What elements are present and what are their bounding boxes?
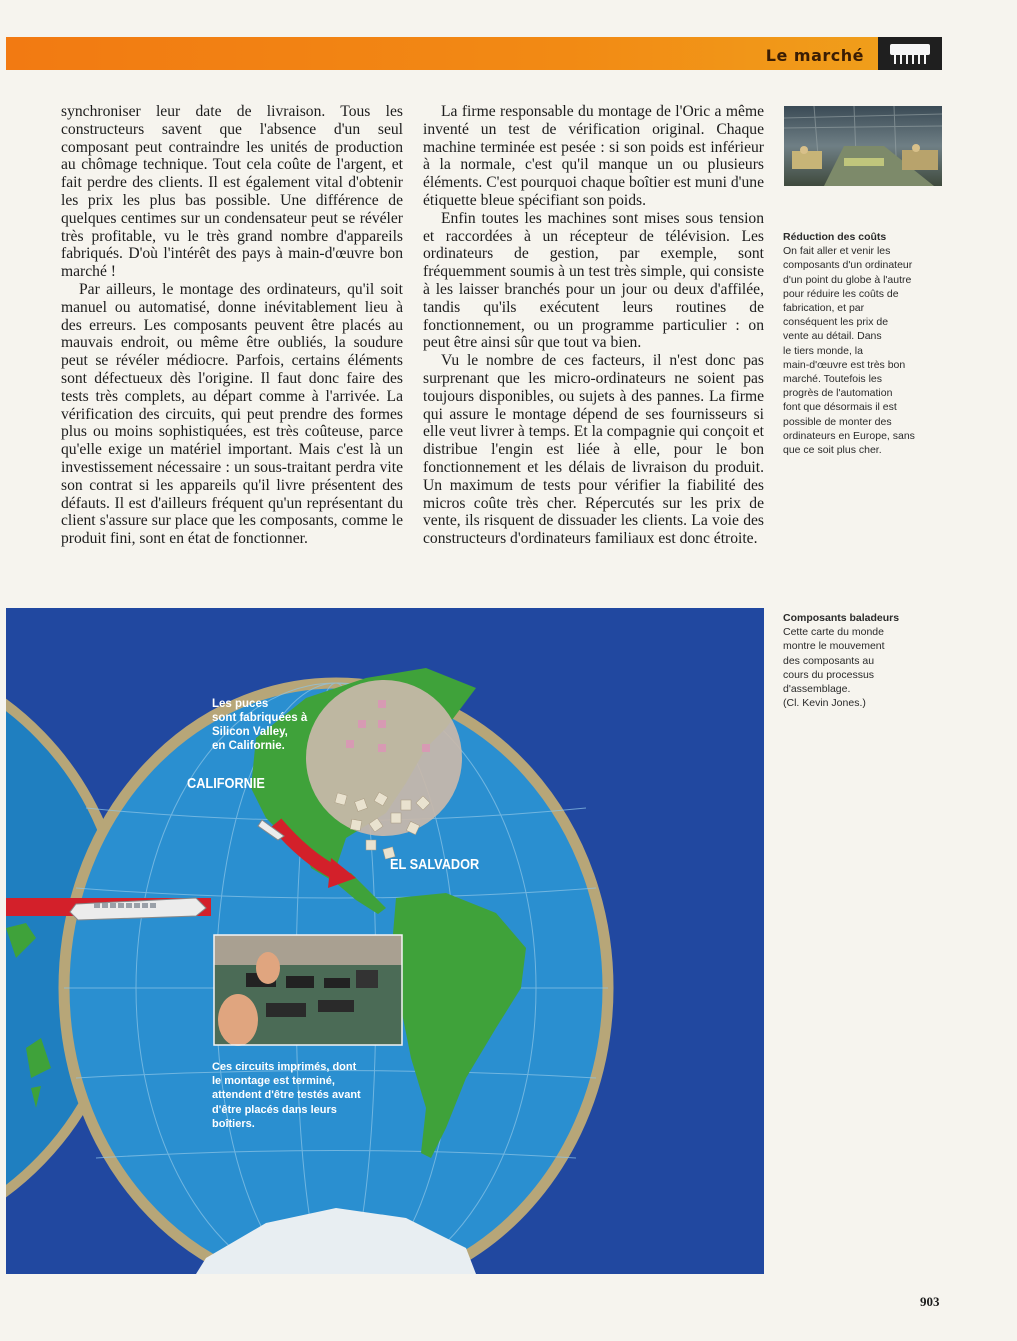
- caption-title: Composants baladeurs: [783, 612, 900, 624]
- el-salvador-label: EL SALVADOR: [390, 856, 480, 873]
- caption-line: font que désormais il est: [783, 401, 897, 414]
- caption-line: conséquent les prix de: [783, 316, 889, 329]
- paragraph: La firme responsable du montage de l'Oric a même inventé un test de vérification original. Chaque machine terminée est pesée : si son poids est inférieur à la normale, c'est qu'il manque un ou plusieurs éléments. C'est pourquoi chaque boîtier est muni d'une étiquette bleue spécifiant son poids.: [423, 103, 764, 209]
- caption-line: composants d'un ordinateur: [783, 259, 913, 272]
- factory-photo: [784, 106, 942, 186]
- california-label: CALIFORNIE: [187, 775, 265, 792]
- caption-traveling-components: [783, 611, 953, 710]
- chips-label: Les puces sont fabriquées à Silicon Valley, en Californie.: [212, 698, 308, 752]
- caption-line: d'un point du globe à l'autre: [783, 273, 912, 286]
- body-column-2: [423, 103, 764, 548]
- paragraph: Vu le nombre de ces facteurs, il n'est donc pas surprenant que les micro-ordinateurs ne soient pas toujours disponibles, ou sujets à des pannes. La firme qui assure le montage dépend de ses fournisseurs si elle veut livrer à temps. Et la compagnie qui conçoit et distribue l'engin est liée à elle, pour le bon fonctionnement et les délais de livraison du produit. Un maximum de tests pour vérifier la fiabilité des micros coûte très cher. Répercutés sur les prix de vente, ils risquent de dissuader les clients. La voie des constructeurs d'ordinateurs familiaux est donc étroite.: [423, 352, 764, 548]
- caption-line: pour réduire les coûts de: [783, 287, 899, 300]
- section-header-bar: [6, 37, 942, 70]
- paragraph: Par ailleurs, le montage des ordinateurs, qu'il soit manuel ou automatisé, donne inévitablement lieu à des erreurs. Les composants peuvent être placés au mauvais endroit, ou même être oubliés, la soudure peut se révéler médiocre. Parfois, certains éléments sont défectueux dès l'origine. Il faut donc faire des tests très complets, au départ comme à l'arrivée. La vérification des circuits, qui peut prendre des formes plus ou moins sophistiquées, est très coûteuse, parce qu'elle exige un matériel important. Mais c'est là un investissement nécessaire : un sous-traitant perdra vite son contrat si les appareils qu'il livre présentent des défauts. Il est d'ailleurs fréquent qu'un représentant du client s'assure sur place que les composants, comme le produit fini, sont en état de fonctionner.: [61, 280, 403, 548]
- caption-line: ordinateurs en Europe, sans: [783, 429, 915, 442]
- caption-line: vente au détail. Dans: [783, 330, 882, 343]
- circuits-label: Ces circuits imprimés, dont le montage est terminé, attendent d'être testés avant d'être placés dans leurs boîtiers.: [212, 1061, 361, 1130]
- caption-title: Réduction des coûts: [783, 231, 887, 243]
- caption-line: On fait aller et venir les: [783, 245, 891, 258]
- caption-line: fabrication, et par: [783, 302, 865, 315]
- caption-line: (Cl. Kevin Jones.): [783, 697, 866, 710]
- caption-line: montre le mouvement: [783, 640, 885, 653]
- caption-cost-reduction: [783, 230, 953, 457]
- caption-line: cours du processus: [783, 668, 875, 681]
- caption-line: le tiers monde, la: [783, 344, 863, 357]
- paragraph: Enfin toutes les machines sont mises sous tension et raccordées à un récepteur de télévision. Les ordinateurs de gestion, par exemple, sont fréquemment soumis à un test très simple, qui consiste à les laisser branchés pour un jour ou deux d'affilée, tandis qu'ils exécutent leurs routines de fonctionnement, ou un programme particulier : on peut être ainsi sûr que tout va bien.: [423, 209, 764, 352]
- body-column-1: [61, 103, 403, 548]
- circuit-board-photo: [214, 935, 402, 1046]
- microchip-icon: [878, 37, 942, 70]
- paragraph: synchroniser leur date de livraison. Tous les constructeurs savent que l'absence d'un seul composant peut contraindre les unités de production au chômage technique. Tout cela coûte de l'argent, et fait perdre des clients. Il est également vital d'obtenir les prix les plus bas possible. Une différence de quelques centimes sur un condensateur peut se révéler très profitable, vu le très grand nombre d'appareils fabriqués. D'où l'intérêt des pays à main-d'œuvre bon marché !: [61, 103, 403, 281]
- page-number: 903: [920, 1294, 940, 1309]
- caption-line: des composants au: [783, 654, 875, 667]
- caption-line: d'assemblage.: [783, 683, 851, 696]
- caption-line: main-d'œuvre est très bon: [783, 358, 906, 371]
- caption-line: que ce soit plus cher.: [783, 444, 882, 457]
- caption-line: possible de monter des: [783, 415, 892, 428]
- caption-line: progrès de l'automation: [783, 387, 893, 400]
- world-map-illustration: [6, 608, 764, 1274]
- section-title: Le marché: [765, 46, 864, 65]
- caption-line: marché. Toutefois les: [783, 373, 883, 386]
- caption-line: Cette carte du monde: [783, 626, 884, 639]
